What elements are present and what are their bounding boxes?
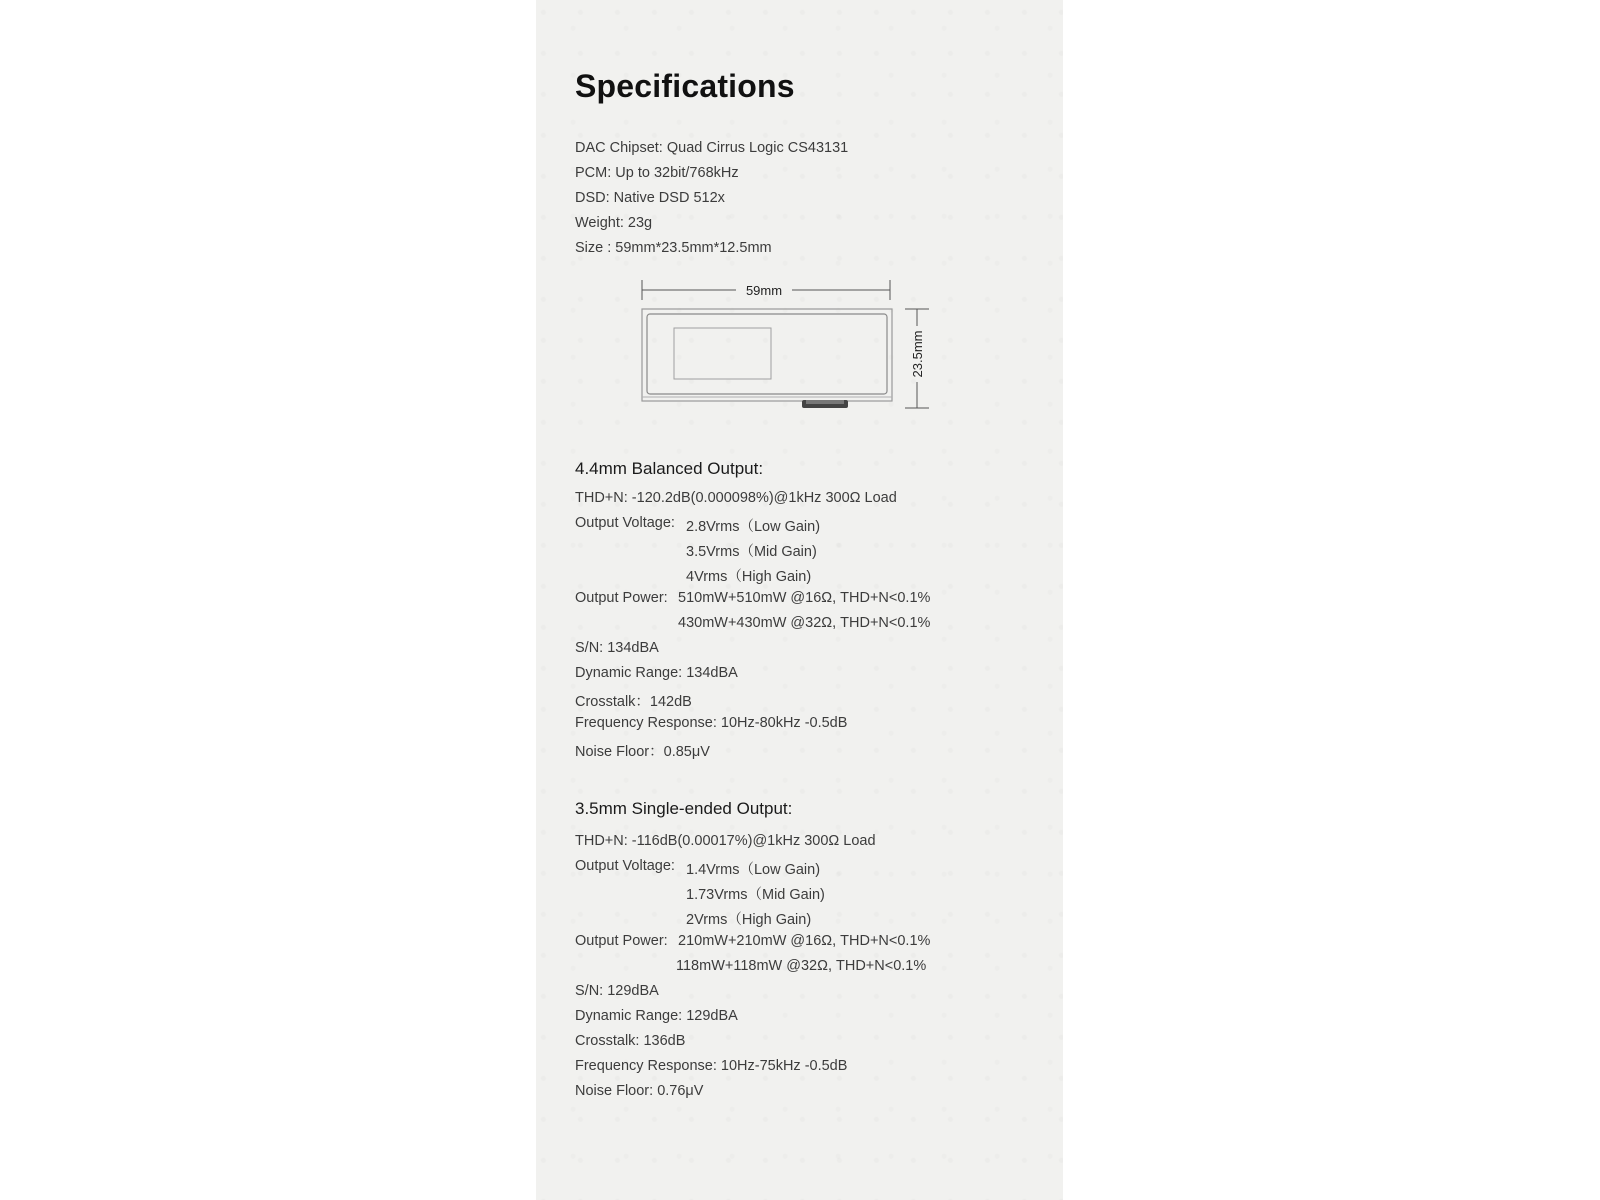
spec-dsd: DSD: Native DSD 512x (575, 190, 725, 206)
single-sn: S/N: 129dBA (575, 983, 659, 999)
single-power-16: 210mW+210mW @16Ω, THD+N<0.1% (678, 933, 931, 949)
balanced-voltage-mid: 3.5Vrms（Mid Gain) (686, 544, 817, 560)
spec-pcm: PCM: Up to 32bit/768kHz (575, 165, 739, 181)
balanced-power-label: Output Power: (575, 590, 672, 606)
single-voltage-low: 1.4Vrms（Low Gain) (686, 862, 821, 878)
single-voltage-label: Output Voltage: (575, 858, 679, 874)
single-thd: THD+N: -116dB(0.00017%)@1kHz 300Ω Load (575, 833, 876, 849)
spec-dac: DAC Chipset: Quad Cirrus Logic CS43131 (575, 140, 849, 156)
balanced-sn: S/N: 134dBA (575, 640, 659, 656)
single-voltage-high: 2Vrms（High Gain) (686, 912, 812, 928)
spec-size: Size : 59mm*23.5mm*12.5mm (575, 240, 772, 256)
single-power-32: 118mW+118mW @32Ω, THD+N<0.1% (676, 958, 927, 974)
balanced-voltage-high: 4Vrms（High Gain) (686, 569, 812, 585)
single-frequency: Frequency Response: 10Hz-75kHz -0.5dB (575, 1058, 848, 1074)
balanced-power-32: 430mW+430mW @32Ω, THD+N<0.1% (678, 615, 931, 631)
spec-panel (536, 0, 1063, 1200)
balanced-frequency: Frequency Response: 10Hz-80kHz -0.5dB (575, 715, 848, 731)
balanced-voltage-label: Output Voltage: (575, 515, 679, 531)
single-dynamic-range: Dynamic Range: 129dBA (575, 1008, 738, 1024)
dimension-diagram (640, 276, 940, 416)
balanced-power-16: 510mW+510mW @16Ω, THD+N<0.1% (678, 590, 931, 606)
height-label: 23.5mm (910, 330, 925, 378)
device-screen (674, 328, 771, 379)
balanced-dynamic-range: Dynamic Range: 134dBA (575, 665, 738, 681)
page-title: Specifications (575, 68, 795, 104)
balanced-heading: 4.4mm Balanced Output: (575, 459, 764, 478)
single-crosstalk: Crosstalk: 136dB (575, 1033, 686, 1049)
device-inner-frame (647, 314, 887, 394)
balanced-voltage-low: 2.8Vrms（Low Gain) (686, 519, 821, 535)
single-voltage-mid: 1.73Vrms（Mid Gain) (686, 887, 825, 903)
single-heading: 3.5mm Single-ended Output: (575, 799, 793, 818)
single-noise: Noise Floor: 0.76μV (575, 1083, 704, 1099)
balanced-thd: THD+N: -120.2dB(0.000098%)@1kHz 300Ω Load (575, 490, 897, 506)
device-outline (642, 309, 892, 401)
single-power-label: Output Power: (575, 933, 672, 949)
width-label: 59mm (745, 283, 783, 298)
balanced-noise: Noise Floor：0.85μV (575, 744, 710, 760)
spec-weight: Weight: 23g (575, 215, 653, 231)
balanced-crosstalk: Crosstalk：142dB (575, 694, 692, 710)
